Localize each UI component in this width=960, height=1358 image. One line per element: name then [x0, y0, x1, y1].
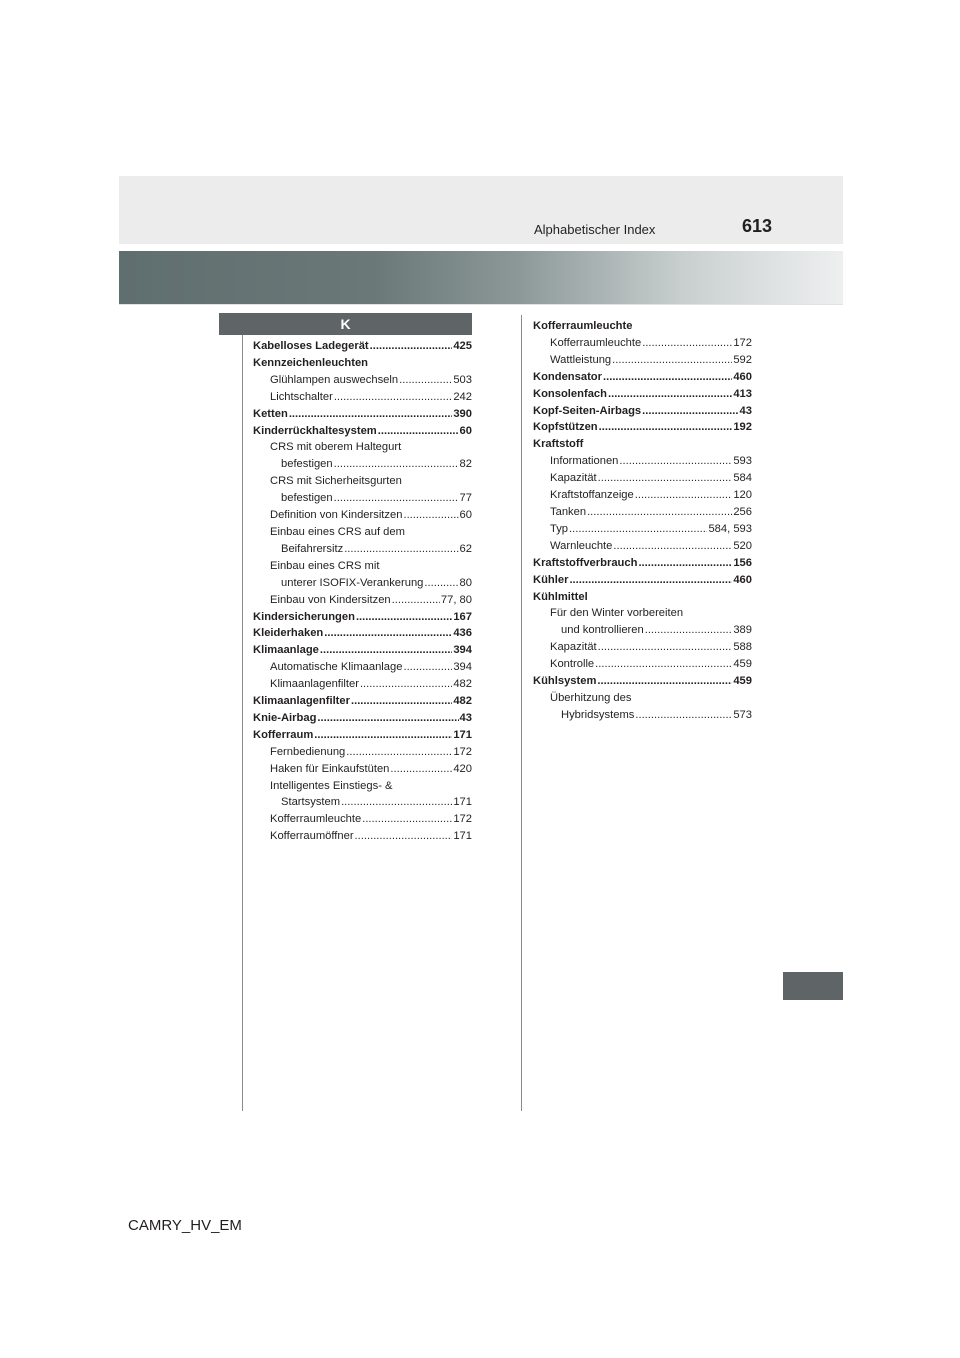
entry-label: Kabelloses Ladegerät: [253, 340, 369, 352]
page-reference: 394: [453, 661, 472, 674]
page-reference: 503: [453, 373, 472, 386]
index-subentry: [253, 659, 472, 676]
entry-label: Informationen: [550, 455, 619, 468]
dot-leader: [355, 828, 453, 845]
page-reference: 573: [733, 708, 752, 721]
index-heading: Kofferraumleuchte: [533, 320, 633, 332]
dot-leader: [392, 592, 440, 609]
dot-leader: [612, 352, 732, 369]
index-subentry: [253, 811, 472, 828]
index-entry: [253, 406, 472, 423]
page-reference: 156: [733, 556, 752, 569]
model-code: CAMRY_HV_EM: [128, 1217, 242, 1234]
dot-leader: [334, 389, 453, 406]
index-entry: [253, 423, 472, 440]
index-subentry: [253, 389, 472, 406]
entry-label: Kofferraumöffner: [270, 830, 354, 843]
entry-label: Kofferraum: [253, 728, 314, 741]
page-reference: 242: [453, 390, 472, 403]
page-reference: 459: [733, 658, 752, 671]
dot-leader: [351, 693, 452, 710]
dot-leader: [642, 335, 732, 352]
page-reference: 390: [453, 407, 472, 420]
dot-leader: [598, 470, 733, 487]
entry-label: Kraftstoffverbrauch: [533, 556, 638, 569]
index-subentry: [253, 507, 472, 524]
index-subentry: [253, 828, 472, 845]
page-reference: 171: [453, 796, 472, 809]
index-entry: [533, 386, 752, 403]
index-subentry: [253, 794, 472, 811]
index-subentry: [253, 676, 472, 693]
index-heading: Kühlmittel: [533, 590, 588, 603]
index-subentry-line: Für den Winter vorbereiten: [550, 607, 684, 620]
index-subentry: [533, 487, 752, 504]
dot-leader: [597, 673, 732, 690]
page-reference: 172: [733, 336, 752, 349]
page-reference: 167: [453, 610, 472, 623]
dot-leader: [344, 541, 458, 558]
index-entry: [253, 625, 472, 642]
index-subentry: [533, 622, 752, 639]
entry-label: Beifahrersitz: [281, 542, 344, 555]
dot-leader: [569, 572, 732, 589]
index-entry: [253, 727, 472, 744]
page-reference: 171: [453, 728, 472, 741]
index-subentry: [533, 521, 752, 538]
right-column-rule: [521, 315, 522, 1111]
entry-label: Klimaanlagenfilter: [270, 678, 359, 691]
index-subentry: [533, 656, 752, 673]
dot-leader: [638, 555, 732, 572]
index-subentry: [533, 538, 752, 555]
page-reference: 120: [733, 489, 752, 502]
page-reference: 592: [733, 353, 752, 366]
page-reference: 192: [733, 421, 752, 434]
dot-leader: [362, 811, 452, 828]
entry-label: Klimaanlagenfilter: [253, 695, 350, 708]
dot-leader: [317, 710, 458, 727]
entry-label: Lichtschalter: [270, 390, 333, 403]
entry-label: Konsolenfach: [533, 387, 607, 400]
dot-leader: [642, 403, 738, 420]
dot-leader: [324, 625, 452, 642]
entry-label: Kinderrückhaltesystem: [253, 424, 377, 437]
index-entry: [533, 555, 752, 572]
entry-label: Haken für Einkaufstüten: [270, 762, 390, 775]
index-entry: [253, 693, 472, 710]
index-entry: [253, 609, 472, 626]
page-reference: 460: [733, 573, 752, 586]
page-reference: 43: [739, 404, 752, 417]
dot-leader: [598, 639, 733, 656]
index-subentry: [253, 490, 472, 507]
entry-label: Kraftstoffanzeige: [550, 489, 634, 502]
page-reference: 459: [733, 675, 752, 688]
entry-label: Kopf-Seiten-Airbags: [533, 404, 642, 417]
index-subentry: [533, 352, 752, 369]
page-number: 613: [742, 216, 773, 236]
entry-label: Kopfstützen: [533, 421, 598, 434]
index-subentry-line: CRS mit Sicherheitsgurten: [270, 475, 402, 488]
dot-leader: [341, 794, 452, 811]
entry-label: Kühlsystem: [533, 675, 597, 688]
dot-leader: [399, 372, 452, 389]
dot-leader: [320, 642, 452, 659]
index-entry: [533, 419, 752, 436]
dot-leader: [587, 504, 732, 521]
page-reference: 43: [459, 711, 472, 724]
dot-leader: [613, 538, 732, 555]
entry-label: Warnleuchte: [550, 539, 613, 552]
dot-leader: [608, 386, 732, 403]
page-reference: 588: [733, 641, 752, 654]
divider: [119, 304, 843, 305]
index-subentry: [533, 639, 752, 656]
entry-label: Typ: [550, 522, 569, 535]
index-entry: [533, 572, 752, 589]
decorative-gradient-bar: [119, 251, 843, 304]
entry-label: Knie-Airbag: [253, 711, 317, 724]
dot-leader: [360, 676, 452, 693]
page-reference: 420: [453, 762, 472, 775]
entry-label: Startsystem: [281, 796, 341, 809]
left-column-rule: [242, 335, 243, 1111]
entry-label: Kofferraumleuchte: [550, 336, 642, 349]
dot-leader: [356, 609, 452, 626]
index-subentry: [253, 372, 472, 389]
entry-label: befestigen: [281, 458, 333, 471]
entry-label: Kühler: [533, 573, 569, 586]
page-reference: 425: [453, 340, 472, 352]
dot-leader: [603, 369, 732, 386]
dot-leader: [289, 406, 453, 423]
index-subentry-line: Einbau eines CRS mit: [270, 559, 380, 572]
page-reference: 520: [733, 539, 752, 552]
page-reference: 413: [733, 387, 752, 400]
page-reference: 394: [453, 644, 472, 657]
entry-label: Kofferraumleuchte: [270, 813, 362, 826]
page-title: Alphabetischer Index: [534, 222, 656, 237]
index-subentry-line: Überhitzung des: [550, 691, 632, 704]
index-subentry-line: CRS mit oberem Haltegurt: [270, 441, 402, 454]
dot-leader: [595, 656, 732, 673]
section-letter-heading: K: [219, 313, 472, 335]
page-reference: 584, 593: [708, 522, 752, 535]
index-entry: [533, 369, 752, 386]
index-column-left: [253, 338, 472, 845]
entry-label: Wattleistung: [550, 353, 612, 366]
entry-label: Fernbedienung: [270, 745, 346, 758]
entry-label: Hybridsystems: [561, 708, 635, 721]
entry-label: Definition von Kindersitzen: [270, 509, 403, 522]
page-reference: 172: [453, 745, 472, 758]
chapter-side-tab: [783, 972, 843, 1000]
entry-label: Glühlampen auswechseln: [270, 373, 399, 386]
index-subentry: [533, 335, 752, 352]
index-entry: [533, 673, 752, 690]
entry-label: Kondensator: [533, 370, 602, 383]
dot-leader: [635, 487, 733, 504]
dot-leader: [378, 423, 459, 440]
entry-label: befestigen: [281, 492, 333, 505]
page-reference: 171: [453, 830, 472, 843]
index-subentry: [253, 744, 472, 761]
index-subentry: [253, 761, 472, 778]
page-reference: 82: [459, 458, 472, 471]
dot-leader: [370, 338, 453, 355]
index-entry: [533, 403, 752, 420]
dot-leader: [645, 622, 733, 639]
entry-label: und kontrollieren: [561, 624, 644, 637]
header-bar: [119, 176, 843, 244]
index-subentry: [533, 453, 752, 470]
entry-label: Ketten: [253, 407, 288, 420]
page-reference: 436: [453, 627, 472, 640]
page-reference: 460: [733, 370, 752, 383]
dot-leader: [424, 575, 458, 592]
page-reference: 62: [459, 542, 472, 555]
page-reference: 80: [459, 576, 472, 589]
page-reference: 482: [453, 695, 472, 708]
page-reference: 256: [733, 505, 752, 518]
dot-leader: [403, 507, 458, 524]
dot-leader: [314, 727, 452, 744]
entry-label: Klimaanlage: [253, 644, 319, 657]
entry-label: Kontrolle: [550, 658, 595, 671]
entry-label: Automatische Klimaanlage: [270, 661, 403, 674]
page-reference: 172: [453, 813, 472, 826]
page-reference: 77, 80: [440, 593, 472, 606]
index-entry: [253, 642, 472, 659]
dot-leader: [635, 707, 732, 724]
entry-label: Einbau von Kindersitzen: [270, 593, 391, 606]
index-heading: Kraftstoff: [533, 438, 584, 451]
index-column-right: [533, 318, 752, 724]
dot-leader: [390, 761, 452, 778]
entry-label: Kapazität: [550, 472, 597, 485]
page-reference: 77: [459, 492, 472, 505]
page-reference: 482: [453, 678, 472, 691]
index-subentry-line: Einbau eines CRS auf dem: [270, 525, 405, 538]
page-reference: 584: [733, 472, 752, 485]
dot-leader: [599, 419, 733, 436]
page-reference: 60: [459, 424, 472, 437]
page-reference: 389: [733, 624, 752, 637]
entry-label: Kindersicherungen: [253, 610, 355, 623]
index-subentry: [253, 592, 472, 609]
index-subentry: [533, 504, 752, 521]
index-subentry-line: Intelligentes Einstiegs- &: [270, 779, 393, 792]
page-reference: 593: [733, 455, 752, 468]
dot-leader: [619, 453, 732, 470]
entry-label: Kapazität: [550, 641, 597, 654]
dot-leader: [346, 744, 452, 761]
entry-label: Tanken: [550, 505, 587, 518]
index-entry: [253, 338, 472, 355]
index-subentry: [533, 707, 752, 724]
index-entry: [253, 710, 472, 727]
dot-leader: [569, 521, 707, 538]
page-reference: 60: [459, 509, 472, 522]
index-subentry: [533, 470, 752, 487]
dot-leader: [334, 490, 459, 507]
entry-label: unterer ISOFIX-Verankerung: [281, 576, 424, 589]
index-heading: Kennzeichenleuchten: [253, 356, 369, 369]
index-subentry: [253, 456, 472, 473]
entry-label: Kleiderhaken: [253, 627, 324, 640]
index-subentry: [253, 575, 472, 592]
dot-leader: [334, 456, 459, 473]
dot-leader: [403, 659, 452, 676]
index-subentry: [253, 541, 472, 558]
